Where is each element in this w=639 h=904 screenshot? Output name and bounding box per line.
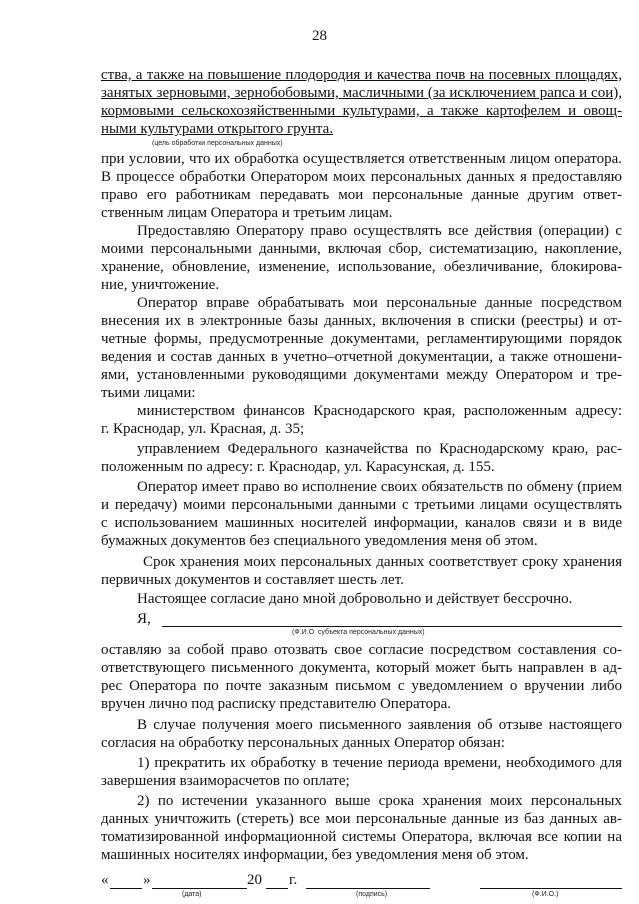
- body-line: 2) по истечении указанного выше срока хранения моих персональных: [137, 793, 622, 809]
- body-line: согласия на обработку персональных данных Оператор обязан:: [101, 735, 505, 751]
- open-quote: «: [101, 872, 109, 888]
- body-line: при условии, что их обработка осуществляется ответственным лицом оператора.: [101, 151, 622, 167]
- purpose-line: кормовыми сельскохозяйственными культурами, а также картофелем и овощ-: [101, 103, 622, 119]
- body-line: Срок хранения моих персональных данных соответствует сроку хранения: [143, 554, 622, 570]
- body-line: оставляю за собой право отозвать свое согласие посредством составления со-: [101, 642, 622, 658]
- day-field[interactable]: [110, 888, 142, 889]
- body-line: бумажных документов без специального уведомления меня об этом.: [101, 533, 538, 549]
- body-line: четные формы, предусмотренные документами, регламентирующими порядок: [101, 331, 622, 347]
- body-line: Оператор вправе обрабатывать мои персональные данные посредством: [137, 295, 622, 311]
- page-number: 28: [312, 28, 327, 44]
- body-line: г. Краснодар, ул. Красная, д. 35;: [101, 421, 305, 437]
- body-line: В процессе обработки Оператором моих персональных данных я предоставляю: [101, 169, 622, 185]
- purpose-caption: (цель обработки персональных данных): [152, 140, 283, 147]
- body-line: данных уничтожить (стереть) все мои персональные данные из баз данных ав-: [101, 811, 622, 827]
- body-line: министерством финансов Краснодарского края, расположенным адресу:: [137, 403, 622, 419]
- body-line: Настоящее согласие дано мной добровольно и действует бессрочно.: [137, 591, 573, 607]
- purpose-line: ными культурами открытого грунта.: [101, 121, 334, 137]
- purpose-line: ства, а также на повышение плодородия и качества почв на посевных площадях,: [101, 67, 622, 83]
- fio-subject-caption: (Ф.И.О. субъекта персональных данных): [292, 629, 425, 636]
- date-caption: (дата): [182, 891, 202, 898]
- purpose-line: занятых зерновыми, зернобобовыми, масличными (за исключением рапса и сои),: [101, 85, 622, 101]
- body-line: первичных документов и составляет шесть лет.: [101, 572, 404, 588]
- body-line: Оператор имеет право во исполнение своих обязательств по обмену (прием: [137, 479, 622, 495]
- signature-field[interactable]: [306, 888, 430, 889]
- body-line: томатизированной информационной системы Оператора, включая все копии на: [101, 829, 622, 845]
- body-line: ственным лицам Оператора и третьим лицам.: [101, 205, 393, 221]
- body-line: ответствующего письменного документа, который может быть направлен в ад-: [101, 660, 622, 676]
- body-line: 1) прекратить их обработку в течение периода времени, необходимого для: [137, 755, 622, 771]
- body-line: право его работникам передавать мои персональные данные другим ответ-: [101, 187, 622, 203]
- body-line: моими персональными данными, включая сбор, систематизацию, накопление,: [101, 241, 622, 257]
- year-suffix: г.: [289, 872, 298, 888]
- body-line: завершения взаиморасчетов по оплате;: [101, 773, 350, 789]
- body-line: машинных носителях информации, без уведомления меня об этом.: [101, 847, 529, 863]
- body-line: с использованием машинных носителей информации, каналов связи и в виде: [101, 515, 622, 531]
- body-line: вручен лично под расписку представителю Оператора.: [101, 696, 452, 712]
- ya-prefix: Я,: [137, 611, 151, 627]
- signature-caption: (подпись): [356, 891, 388, 898]
- close-quote: »: [143, 872, 151, 888]
- month-field[interactable]: [152, 888, 247, 889]
- body-line: В случае получения моего письменного заявления об отзыве настоящего: [137, 717, 622, 733]
- body-line: ние, уничтожение.: [101, 277, 220, 293]
- body-line: рес Оператора по почте заказным письмом с уведомлением о вручении либо: [101, 678, 622, 694]
- body-line: внесения их в электронные базы данных, включения в списки (реестры) и от-: [101, 313, 622, 329]
- body-line: ведения и состав данных в учетно–отчетной документации, а также отношени-: [101, 349, 622, 365]
- body-line: хранение, обновление, изменение, использование, обезличивание, блокирова-: [101, 259, 622, 275]
- body-line: управлением Федерального казначейства по Краснодарскому краю, рас-: [137, 441, 622, 457]
- body-line: тьими лицами:: [101, 385, 196, 401]
- body-line: Предоставляю Оператору право осуществлять все действия (операции) с: [137, 223, 622, 239]
- body-line: ями, установленными руководящими документами между Оператором и тре-: [101, 367, 622, 383]
- fio-caption: (Ф.И.О.): [532, 891, 559, 898]
- body-line: и передачу) моими персональными данными с третьими лицами осуществлять: [101, 497, 622, 513]
- body-line: положенным по адресу: г. Краснодар, ул. Карасунская, д. 155.: [101, 459, 495, 475]
- fio-subject-field[interactable]: [162, 626, 622, 627]
- year-field[interactable]: [266, 888, 288, 889]
- year-prefix: 20: [247, 872, 262, 888]
- fio-field[interactable]: [480, 888, 622, 889]
